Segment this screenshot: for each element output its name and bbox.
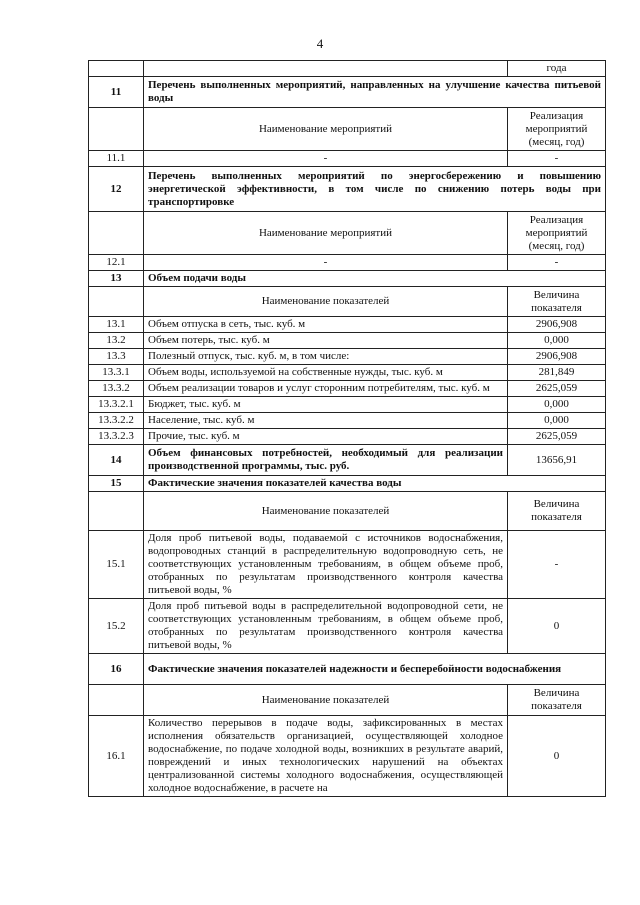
section-number: 12: [89, 167, 144, 212]
row-number: 15.1: [89, 531, 144, 599]
section-title: Перечень выполненных мероприятий, направленных на улучшение качества питьевой воды: [144, 77, 606, 108]
row-name: -: [144, 255, 508, 271]
row-name: Население, тыс. куб. м: [144, 413, 508, 429]
column-header-name: Наименование мероприятий: [144, 212, 508, 255]
row-name: Доля проб питьевой воды, подаваемой с источников водоснабжения, водопроводных станций в распределительную водопроводную сеть, не соответствующих установленным требованиям, в общем объеме проб, отобранных по результатам производственного контроля качества питьевой воды, %: [144, 531, 508, 599]
section-header-12: [89, 167, 606, 212]
table-row: [89, 531, 606, 599]
column-header-row: [89, 685, 606, 716]
column-header-row: [89, 212, 606, 255]
section-header-11: [89, 77, 606, 108]
row-name: -: [144, 151, 508, 167]
table-row: [89, 716, 606, 797]
row-value: -: [508, 255, 606, 271]
column-header-value: Величина показателя: [508, 287, 606, 317]
table-row: [89, 61, 606, 77]
row-name: Доля проб питьевой воды в распределительной водопроводной сети, не соответствующих установленным требованиям, в общем объеме проб, отобранных по результатам производственного контроля качества питьевой воды, %: [144, 599, 508, 654]
row-value: 0: [508, 599, 606, 654]
table-row: [89, 349, 606, 365]
row-value: -: [508, 151, 606, 167]
row-name: Объем воды, используемой на собственные нужды, тыс. куб. м: [144, 365, 508, 381]
row-number: 13.3.2.1: [89, 397, 144, 413]
table-row: [89, 381, 606, 397]
row-value: 2625,059: [508, 429, 606, 445]
row-name: Прочие, тыс. куб. м: [144, 429, 508, 445]
row-number: 13.3.2: [89, 381, 144, 397]
section-number: 11: [89, 77, 144, 108]
row-number: 13.3.2.2: [89, 413, 144, 429]
row-number: 13.1: [89, 317, 144, 333]
section-header-13: [89, 271, 606, 287]
section-header-16: [89, 654, 606, 685]
table-row: [89, 151, 606, 167]
section-title: Перечень выполненных мероприятий по энергосбережению и повышению энергетической эффективности, в том числе по снижению потерь воды при транспортировке: [144, 167, 606, 212]
row-value: 13656,91: [508, 445, 606, 476]
row-name: Бюджет, тыс. куб. м: [144, 397, 508, 413]
row-number: 11.1: [89, 151, 144, 167]
section-header-15: [89, 476, 606, 492]
row-number: 13.3.1: [89, 365, 144, 381]
section-header-14: [89, 445, 606, 476]
row-number: 13.3.2.3: [89, 429, 144, 445]
row-name: Объем потерь, тыс. куб. м: [144, 333, 508, 349]
column-header-row: [89, 287, 606, 317]
row-number: 15.2: [89, 599, 144, 654]
row-number: 16.1: [89, 716, 144, 797]
row-value: 0,000: [508, 397, 606, 413]
table-row: [89, 333, 606, 349]
column-header-name: Наименование показателей: [144, 287, 508, 317]
row-value: 2625,059: [508, 381, 606, 397]
column-header-row: [89, 492, 606, 531]
row-name: Полезный отпуск, тыс. куб. м, в том числе:: [144, 349, 508, 365]
column-header-value: Реализация мероприятий (месяц, год): [508, 108, 606, 151]
table-row: [89, 397, 606, 413]
section-number: 16: [89, 654, 144, 685]
column-header-row: [89, 108, 606, 151]
section-title: Объем подачи воды: [144, 271, 606, 287]
row-value: 2906,908: [508, 317, 606, 333]
row-number: 12.1: [89, 255, 144, 271]
column-header-name: Наименование показателей: [144, 685, 508, 716]
section-number: 13: [89, 271, 144, 287]
row-value: -: [508, 531, 606, 599]
report-table: [88, 60, 606, 797]
row-value: 0,000: [508, 333, 606, 349]
row-value: 281,849: [508, 365, 606, 381]
table-row: [89, 365, 606, 381]
section-number: 15: [89, 476, 144, 492]
row-value: 0: [508, 716, 606, 797]
row-value: 2906,908: [508, 349, 606, 365]
row-value: 0,000: [508, 413, 606, 429]
column-header-value: Величина показателя: [508, 492, 606, 531]
table-row: [89, 317, 606, 333]
section-title: Фактические значения показателей надежности и бесперебойности водоснабжения: [144, 654, 606, 685]
column-header-name: Наименование показателей: [144, 492, 508, 531]
section-title: Фактические значения показателей качества воды: [144, 476, 606, 492]
column-header-value: Реализация мероприятий (месяц, год): [508, 212, 606, 255]
table-row: [89, 413, 606, 429]
row-name: Объем отпуска в сеть, тыс. куб. м: [144, 317, 508, 333]
page-number: 4: [316, 36, 324, 51]
section-title: Объем финансовых потребностей, необходимый для реализации производственной программы, тыс. руб.: [144, 445, 508, 476]
row-number: 13.3: [89, 349, 144, 365]
column-header-name: Наименование мероприятий: [144, 108, 508, 151]
row-name: Количество перерывов в подаче воды, зафиксированных в местах исполнения обязательств организацией, осуществляющей холодное водоснабжение, по подаче холодной воды, возникших в результате аварий, повреждений и иных технологических нарушений на объектах централизованной системы холодного водоснабжения, осуществляющей холодное водоснабжение, в расчете на: [144, 716, 508, 797]
top-cell: года: [508, 61, 606, 77]
table-row: [89, 429, 606, 445]
table-row: [89, 599, 606, 654]
table-row: [89, 255, 606, 271]
section-number: 14: [89, 445, 144, 476]
row-number: 13.2: [89, 333, 144, 349]
row-name: Объем реализации товаров и услуг сторонним потребителям, тыс. куб. м: [144, 381, 508, 397]
column-header-value: Величина показателя: [508, 685, 606, 716]
